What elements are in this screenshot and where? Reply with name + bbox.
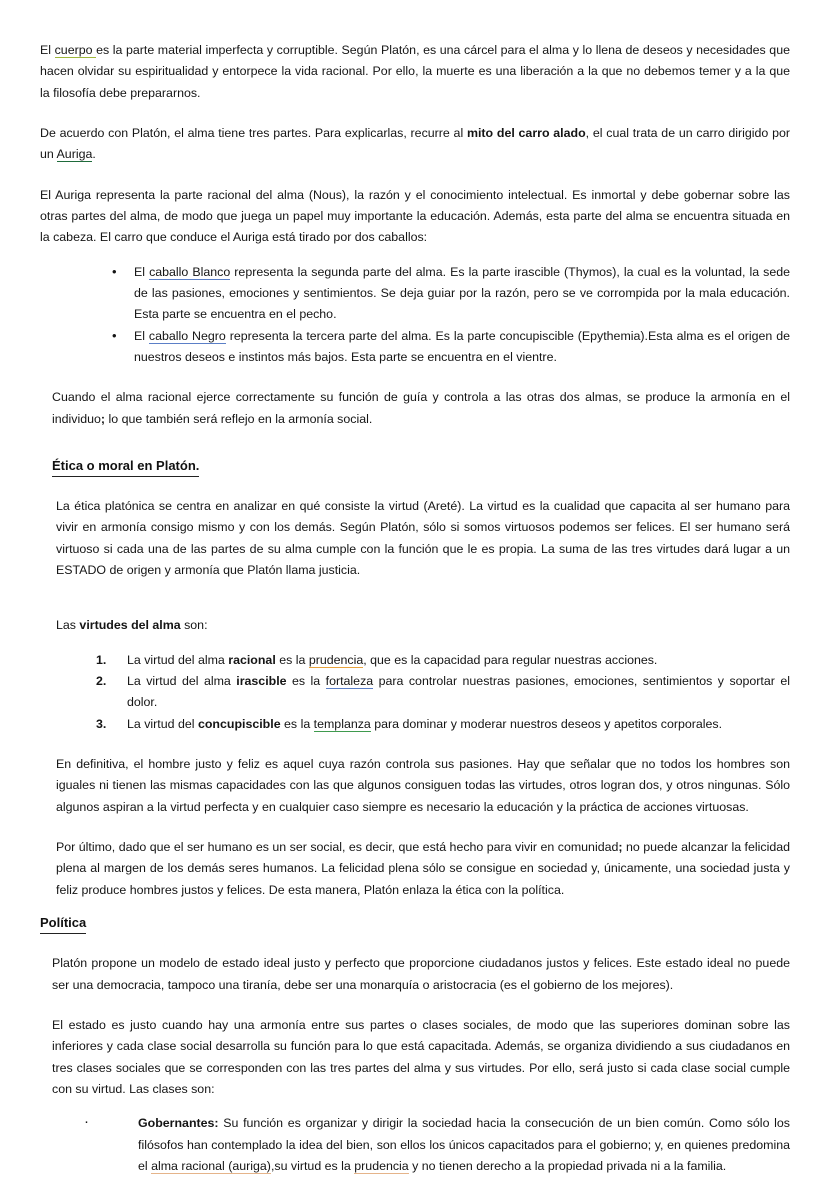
- text-segment: La virtud del alma: [127, 674, 237, 689]
- list-item: [112, 262, 790, 326]
- highlight-prudencia-2: prudencia: [354, 1158, 409, 1173]
- text-segment: representa la segunda parte del alma. Es la parte irascible (Thymos), la cual es la voluntad, la sede de las pasiones, emociones y sentimientos. Se deja guiar por la razón, pero se ve corrompida por la mala educación. Esta parte se encuentra en el pecho.: [134, 264, 791, 322]
- list-item: [96, 671, 790, 714]
- text-segment: , que es la capacidad para regular nuestras acciones.: [363, 652, 658, 667]
- text-segment: es la parte material imperfecta y corruptible. Según Platón, es una cárcel para el alma y lo llena de deseos y necesidades que hacen olvidar su espiritualidad y entorpece la vida racional. Por ello, la muerte es una liberación a la que no debemos temer y a la que la filosofía debe prepararnos.: [40, 43, 790, 100]
- bold-gobernantes: Gobernantes:: [138, 1116, 219, 1131]
- spacer: [40, 637, 790, 650]
- list-item: [96, 714, 790, 735]
- highlight-caballo-negro: caballo Negro: [148, 328, 226, 343]
- spacer: [40, 934, 790, 953]
- highlight-templanza: templanza: [313, 716, 371, 731]
- text-segment: , el cual trata de un carro dirigido por un: [40, 125, 790, 162]
- spacer: [40, 901, 790, 914]
- paragraph-estado-justo: El estado es justo cuando hay una armonía entre sus partes o clases sociales, de modo que las superiores dominan sobre las inferiores y cada clase social desarrolla su función para lo que está capacitada. Además, se organiza dividiendo a sus ciudadanos en tres clases sociales que se corresponden con las tres partes del alma y sus virtudes. Por ello, será justo si cada clase social cumple con su virtud. Las clases son:: [52, 1017, 790, 1096]
- text-segment: no puede alcanzar la felicidad plena al margen de los demás seres humanos. La felicidad plena sólo se consigue en sociedad y, únicamente, una sociedad justa y feliz produce hombres justos y felices. De esta manera, Platón enlaza la ética con la política.: [56, 840, 791, 897]
- page-heading-etica: Ética o moral en Platón.: [52, 457, 199, 477]
- heading-container-etica: [40, 457, 790, 477]
- list-item: [84, 1113, 790, 1177]
- text-segment: Cuando el alma racional ejerce correctamente su función de guía y controla a las otras dos almas, se produce la armonía en el individuo: [52, 390, 790, 426]
- text-segment: ,su virtud es la: [270, 1158, 355, 1173]
- bold-virtudes-del-alma: virtudes del alma: [79, 618, 181, 633]
- spacer: [40, 996, 790, 1015]
- text-segment: para controlar nuestras pasiones, emociones, sentimientos y soportar el dolor.: [127, 674, 790, 710]
- text-segment: Por último, dado que el ser humano es un ser social, es decir, que está hecho para vivir en comunidad: [56, 840, 619, 855]
- highlight-cuerpo: cuerpo: [54, 43, 97, 57]
- social-classes-list: [40, 1113, 790, 1177]
- highlight-fortaleza: fortaleza: [325, 674, 374, 689]
- paragraph-cuerpo: [40, 40, 790, 104]
- text-segment: es la: [275, 652, 309, 667]
- text-segment: El: [134, 328, 149, 343]
- text-segment: El: [134, 264, 150, 279]
- text-segment: De acuerdo con Platón, el alma tiene tres partes. Para explicarlas, recurre al: [40, 125, 467, 140]
- text-segment: El: [40, 43, 55, 57]
- text-segment: para dominar y moderar nuestros deseos y apetitos corporales.: [370, 716, 723, 731]
- bold-mito-carro-alado: mito del carro alado: [466, 125, 586, 140]
- highlight-caballo-blanco: caballo Blanco: [149, 264, 231, 279]
- text-segment: La virtud del alma: [127, 652, 229, 667]
- text-segment: y no tienen derecho a la propiedad privada ni a la familia.: [408, 1158, 727, 1173]
- paragraph-carro-alado: [40, 123, 790, 166]
- spacer: [40, 818, 790, 837]
- paragraph-armonia: [40, 387, 790, 430]
- paragraph-etica-platonica: La ética platónica se centra en analizar en qué consiste la virtud (Areté). La virtud es la cualidad que capacita al ser humano para vivir en armonía consigo mismo y con los demás. Según Platón, sólo si somos virtuosos podemos ser felices. El ser humano será virtuoso si cada una de las partes de su alma cumple con la función que le es propia. La suma de las tres virtudes dará lugar a un ESTADO de origen y armonía que Platón llama justicia.: [56, 499, 790, 578]
- text-segment: es la: [286, 674, 326, 689]
- spacer: [40, 368, 790, 387]
- text-segment: son:: [180, 618, 208, 633]
- page-heading-politica: Política: [40, 914, 86, 934]
- paragraph-estado-ideal: Platón propone un modelo de estado ideal justo y perfecto que proporcione ciudadanos justos y felices. Este estado ideal no puede ser una democracia, tampoco una tiranía, debe ser una monarquía o aristocracia (es el gobierno de los mejores).: [52, 956, 790, 992]
- spacer: [40, 581, 790, 615]
- paragraph-hombre-justo: En definitiva, el hombre justo y feliz es aquel cuya razón controla sus pasiones. Hay que señalar que no todos los hombres son iguales ni tienen las mismas capacidades con las que algunos consiguen todas las virtudes, otros logran dos, y otros ningunas. Sólo algunos aspiran a la virtud perfecta y en cualquier caso siempre es necesario la educación y la práctica de acciones virtuosas.: [56, 757, 790, 814]
- spacer: [40, 1100, 790, 1113]
- list-item: [112, 326, 790, 369]
- spacer: [40, 430, 790, 457]
- paragraph-virtudes-intro: [40, 615, 790, 636]
- spacer: [40, 104, 790, 123]
- bold-irascible: irascible: [236, 674, 287, 689]
- text-segment: Su función es organizar y dirigir la sociedad hacia la consecución de un bien común. Como sólo los filósofos han contemplado la idea del bien, son ellos los únicos capacitados para el gobierno; y, en quienes predomina el: [138, 1116, 790, 1173]
- text-segment: .: [92, 147, 96, 162]
- text-segment: lo que también será reflejo en la armonía social.: [105, 411, 373, 426]
- text-segment: Las: [56, 618, 80, 633]
- horse-bullet-list: [40, 262, 790, 369]
- bold-concupiscible: concupiscible: [197, 716, 281, 731]
- heading-container-politica: [40, 914, 790, 934]
- highlight-auriga: Auriga: [56, 147, 93, 162]
- paragraph-auriga-racional: El Auriga representa la parte racional del alma (Nous), la razón y el conocimiento intelectual. Es inmortal y debe gobernar sobre las otras partes del alma, de modo que juega un papel muy importante la educación. Además, esta parte del alma se encuentra situada en la cabeza. El carro que conduce el Auriga está tirado por dos caballos:: [40, 187, 790, 245]
- spacer: [40, 477, 790, 496]
- text-segment: representa la tercera parte del alma. Es la parte concupiscible (Epythemia).Esta alma es el origen de nuestros deseos e instintos más bajos. Esta parte se encuentra en el vientre.: [134, 328, 790, 364]
- spacer: [40, 735, 790, 754]
- spacer: [40, 249, 790, 262]
- text-segment: es la: [280, 716, 314, 731]
- spacer: [40, 166, 790, 185]
- highlight-alma-racional-auriga: alma racional (auriga): [151, 1158, 271, 1173]
- bold-racional: racional: [228, 652, 276, 667]
- highlight-prudencia: prudencia: [308, 652, 364, 667]
- virtues-numbered-list: [40, 650, 790, 735]
- text-segment: La virtud del: [127, 716, 198, 731]
- paragraph-ser-social: [40, 837, 790, 901]
- bold-semicolon-2: ;: [618, 840, 623, 855]
- list-item: [96, 650, 790, 671]
- bold-semicolon: ;: [100, 411, 106, 426]
